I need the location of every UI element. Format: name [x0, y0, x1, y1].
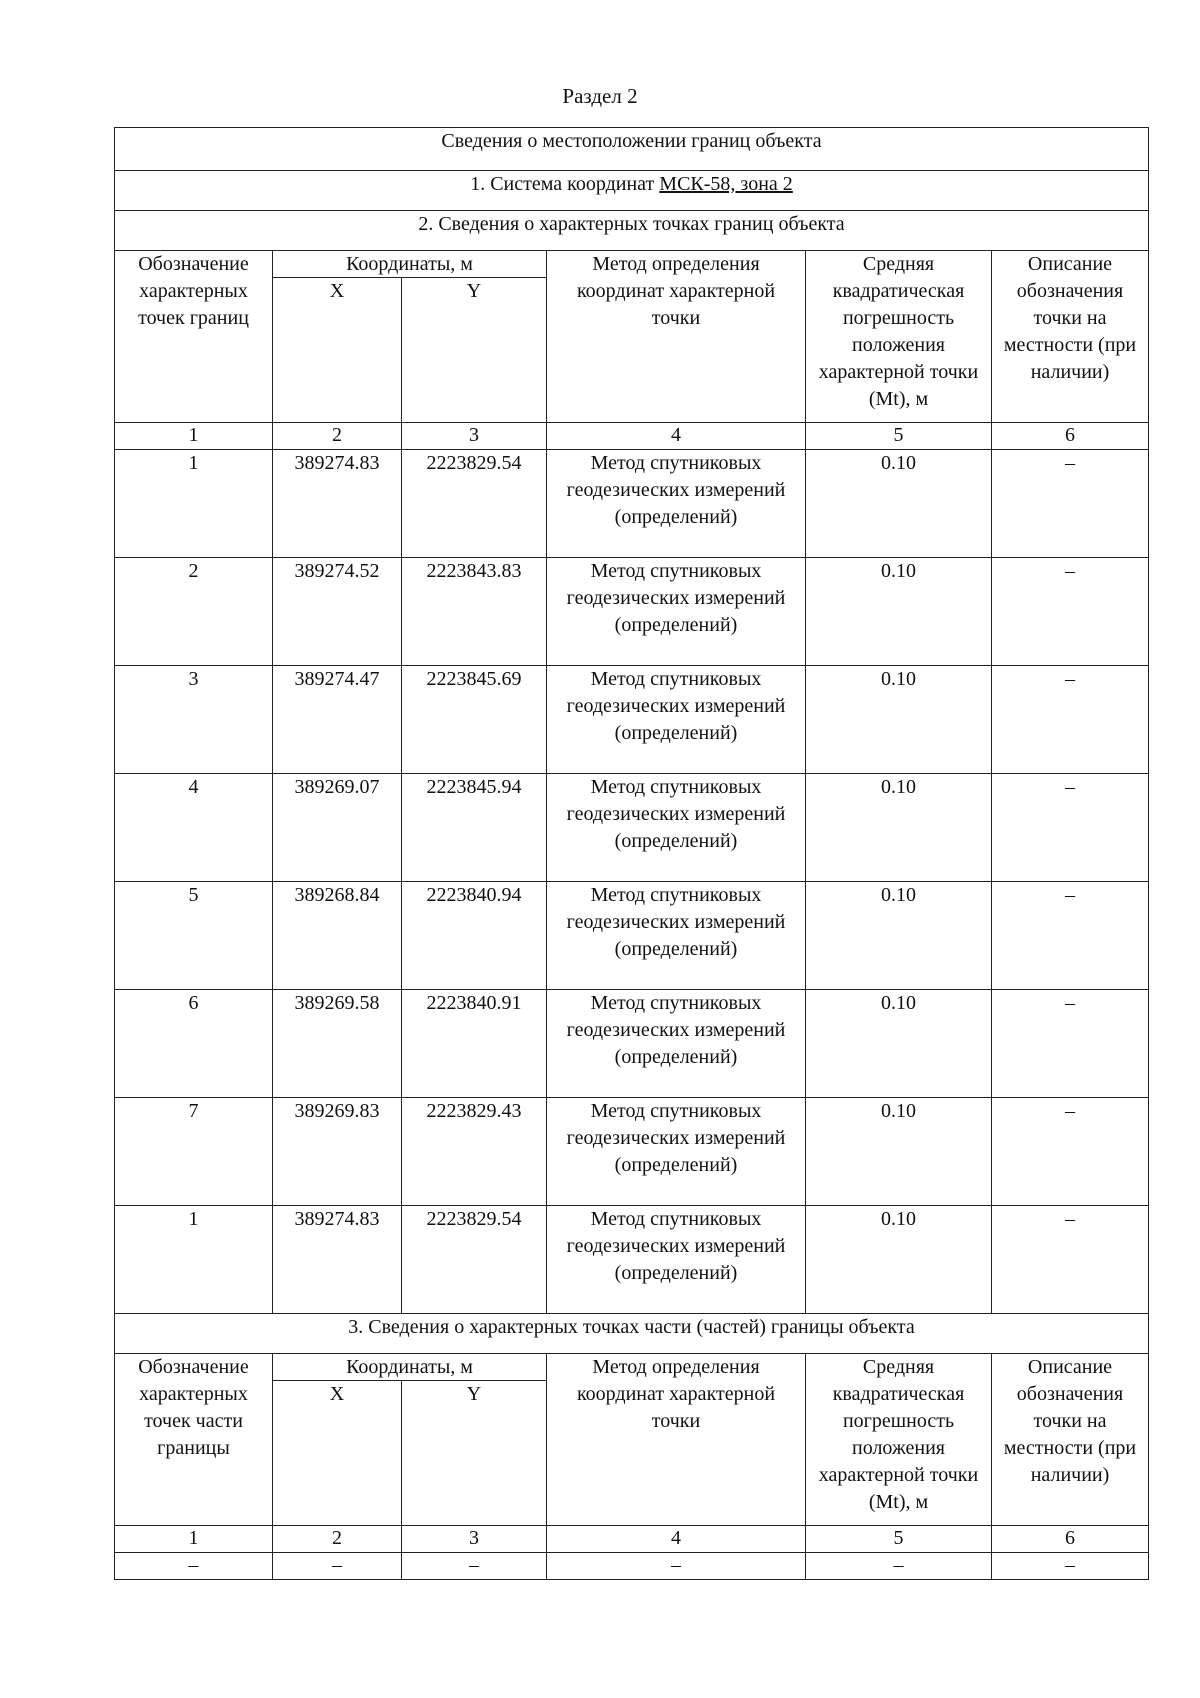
header-error [806, 251, 992, 423]
header-error: Средняя квадратическая погрешность положения характерной точки (Mt), м [806, 1354, 992, 1526]
error-value: 0.10 [806, 882, 992, 990]
header-y: Y [402, 278, 547, 423]
error-value: 0.10 [806, 666, 992, 774]
coord-x: 389269.83 [273, 1098, 402, 1206]
empty-cell: – [115, 1553, 273, 1580]
coord-x: 389269.07 [273, 774, 402, 882]
header-error-text: Средняя квадратическая погрешность положения характерной точки (Mt), м [818, 253, 979, 410]
empty-cell: – [402, 1553, 547, 1580]
point-number: 3 [115, 666, 273, 774]
error-value: 0.10 [806, 990, 992, 1098]
page-title: Раздел 2 [562, 84, 638, 108]
point-number: 1 [115, 450, 273, 558]
header-y: Y [402, 1381, 547, 1526]
point-description: – [992, 1098, 1149, 1206]
method: Метод спутниковых геодезических измерений (определений) [547, 1098, 806, 1206]
column-number: 2 [273, 1526, 402, 1553]
column-number: 3 [402, 1526, 547, 1553]
header-x: X [273, 278, 402, 423]
point-description: – [992, 666, 1149, 774]
point-description: – [992, 990, 1149, 1098]
coord-x: 389274.83 [273, 450, 402, 558]
header-x: X [273, 1381, 402, 1526]
method: Метод спутниковых геодезических измерений (определений) [547, 774, 806, 882]
section3-title: 3. Сведения о характерных точках части (частей) границы объекта [115, 1314, 1149, 1354]
coordinate-system-value: МСК-58, зона 2 [659, 173, 793, 195]
point-number: 6 [115, 990, 273, 1098]
method: Метод спутниковых геодезических измерений (определений) [547, 450, 806, 558]
point-description: – [992, 558, 1149, 666]
point-description: – [992, 1206, 1149, 1314]
coord-y: 2223845.94 [402, 774, 547, 882]
method: Метод спутниковых геодезических измерений (определений) [547, 1206, 806, 1314]
column-number: 4 [547, 1526, 806, 1553]
point-description: – [992, 774, 1149, 882]
column-number: 2 [273, 423, 402, 450]
point-number: 2 [115, 558, 273, 666]
column-number: 1 [115, 1526, 273, 1553]
column-number: 5 [806, 1526, 992, 1553]
boundary-table [114, 127, 1149, 1580]
error-value: 0.10 [806, 1098, 992, 1206]
coord-y: 2223829.43 [402, 1098, 547, 1206]
error-value: 0.10 [806, 450, 992, 558]
empty-cell: – [806, 1553, 992, 1580]
header-coords: Координаты, м [273, 1354, 547, 1381]
header-description: Описание обозначения точки на местности (при наличии) [992, 1354, 1149, 1526]
point-number: 1 [115, 1206, 273, 1314]
error-value: 0.10 [806, 558, 992, 666]
coordinate-system [115, 171, 1149, 211]
empty-cell: – [273, 1553, 402, 1580]
error-value: 0.10 [806, 1206, 992, 1314]
point-number: 5 [115, 882, 273, 990]
point-description: – [992, 882, 1149, 990]
header-point: Обозначение характерных точек границ [115, 251, 273, 423]
method: Метод спутниковых геодезических измерений (определений) [547, 666, 806, 774]
column-number: 6 [992, 423, 1149, 450]
section2-title: 2. Сведения о характерных точках границ объекта [115, 211, 1149, 251]
table-row [115, 1098, 1149, 1206]
coord-x: 389274.83 [273, 1206, 402, 1314]
table-row [115, 774, 1149, 882]
table-row [115, 666, 1149, 774]
column-number: 4 [547, 423, 806, 450]
header-description: Описание обозначения точки на местности (при наличии) [992, 251, 1149, 423]
coord-y: 2223840.94 [402, 882, 547, 990]
column-number: 6 [992, 1526, 1149, 1553]
error-value: 0.10 [806, 774, 992, 882]
header-method: Метод определения координат характерной точки [547, 1354, 806, 1526]
table-row [115, 558, 1149, 666]
column-number: 5 [806, 423, 992, 450]
header-point: Обозначение характерных точек части границы [115, 1354, 273, 1526]
coord-x: 389268.84 [273, 882, 402, 990]
coord-x: 389274.52 [273, 558, 402, 666]
method: Метод спутниковых геодезических измерений (определений) [547, 882, 806, 990]
point-number: 7 [115, 1098, 273, 1206]
coord-x: 389269.58 [273, 990, 402, 1098]
coord-y: 2223829.54 [402, 450, 547, 558]
table-row [115, 1553, 1149, 1580]
column-number: 3 [402, 423, 547, 450]
coord-y: 2223840.91 [402, 990, 547, 1098]
coord-y: 2223845.69 [402, 666, 547, 774]
table-row [115, 450, 1149, 558]
table-row [115, 990, 1149, 1098]
point-number: 4 [115, 774, 273, 882]
table-title: Сведения о местоположении границ объекта [115, 128, 1149, 171]
point-description: – [992, 450, 1149, 558]
empty-cell: – [992, 1553, 1149, 1580]
coordinate-system-label: 1. Система координат [470, 173, 660, 195]
column-number: 1 [115, 423, 273, 450]
coord-y: 2223843.83 [402, 558, 547, 666]
header-coords: Координаты, м [273, 251, 547, 278]
header-method: Метод определения координат характерной точки [547, 251, 806, 423]
coord-x: 389274.47 [273, 666, 402, 774]
table-row [115, 1206, 1149, 1314]
empty-cell: – [547, 1553, 806, 1580]
method: Метод спутниковых геодезических измерений (определений) [547, 558, 806, 666]
coord-y: 2223829.54 [402, 1206, 547, 1314]
table-row [115, 882, 1149, 990]
method: Метод спутниковых геодезических измерений (определений) [547, 990, 806, 1098]
